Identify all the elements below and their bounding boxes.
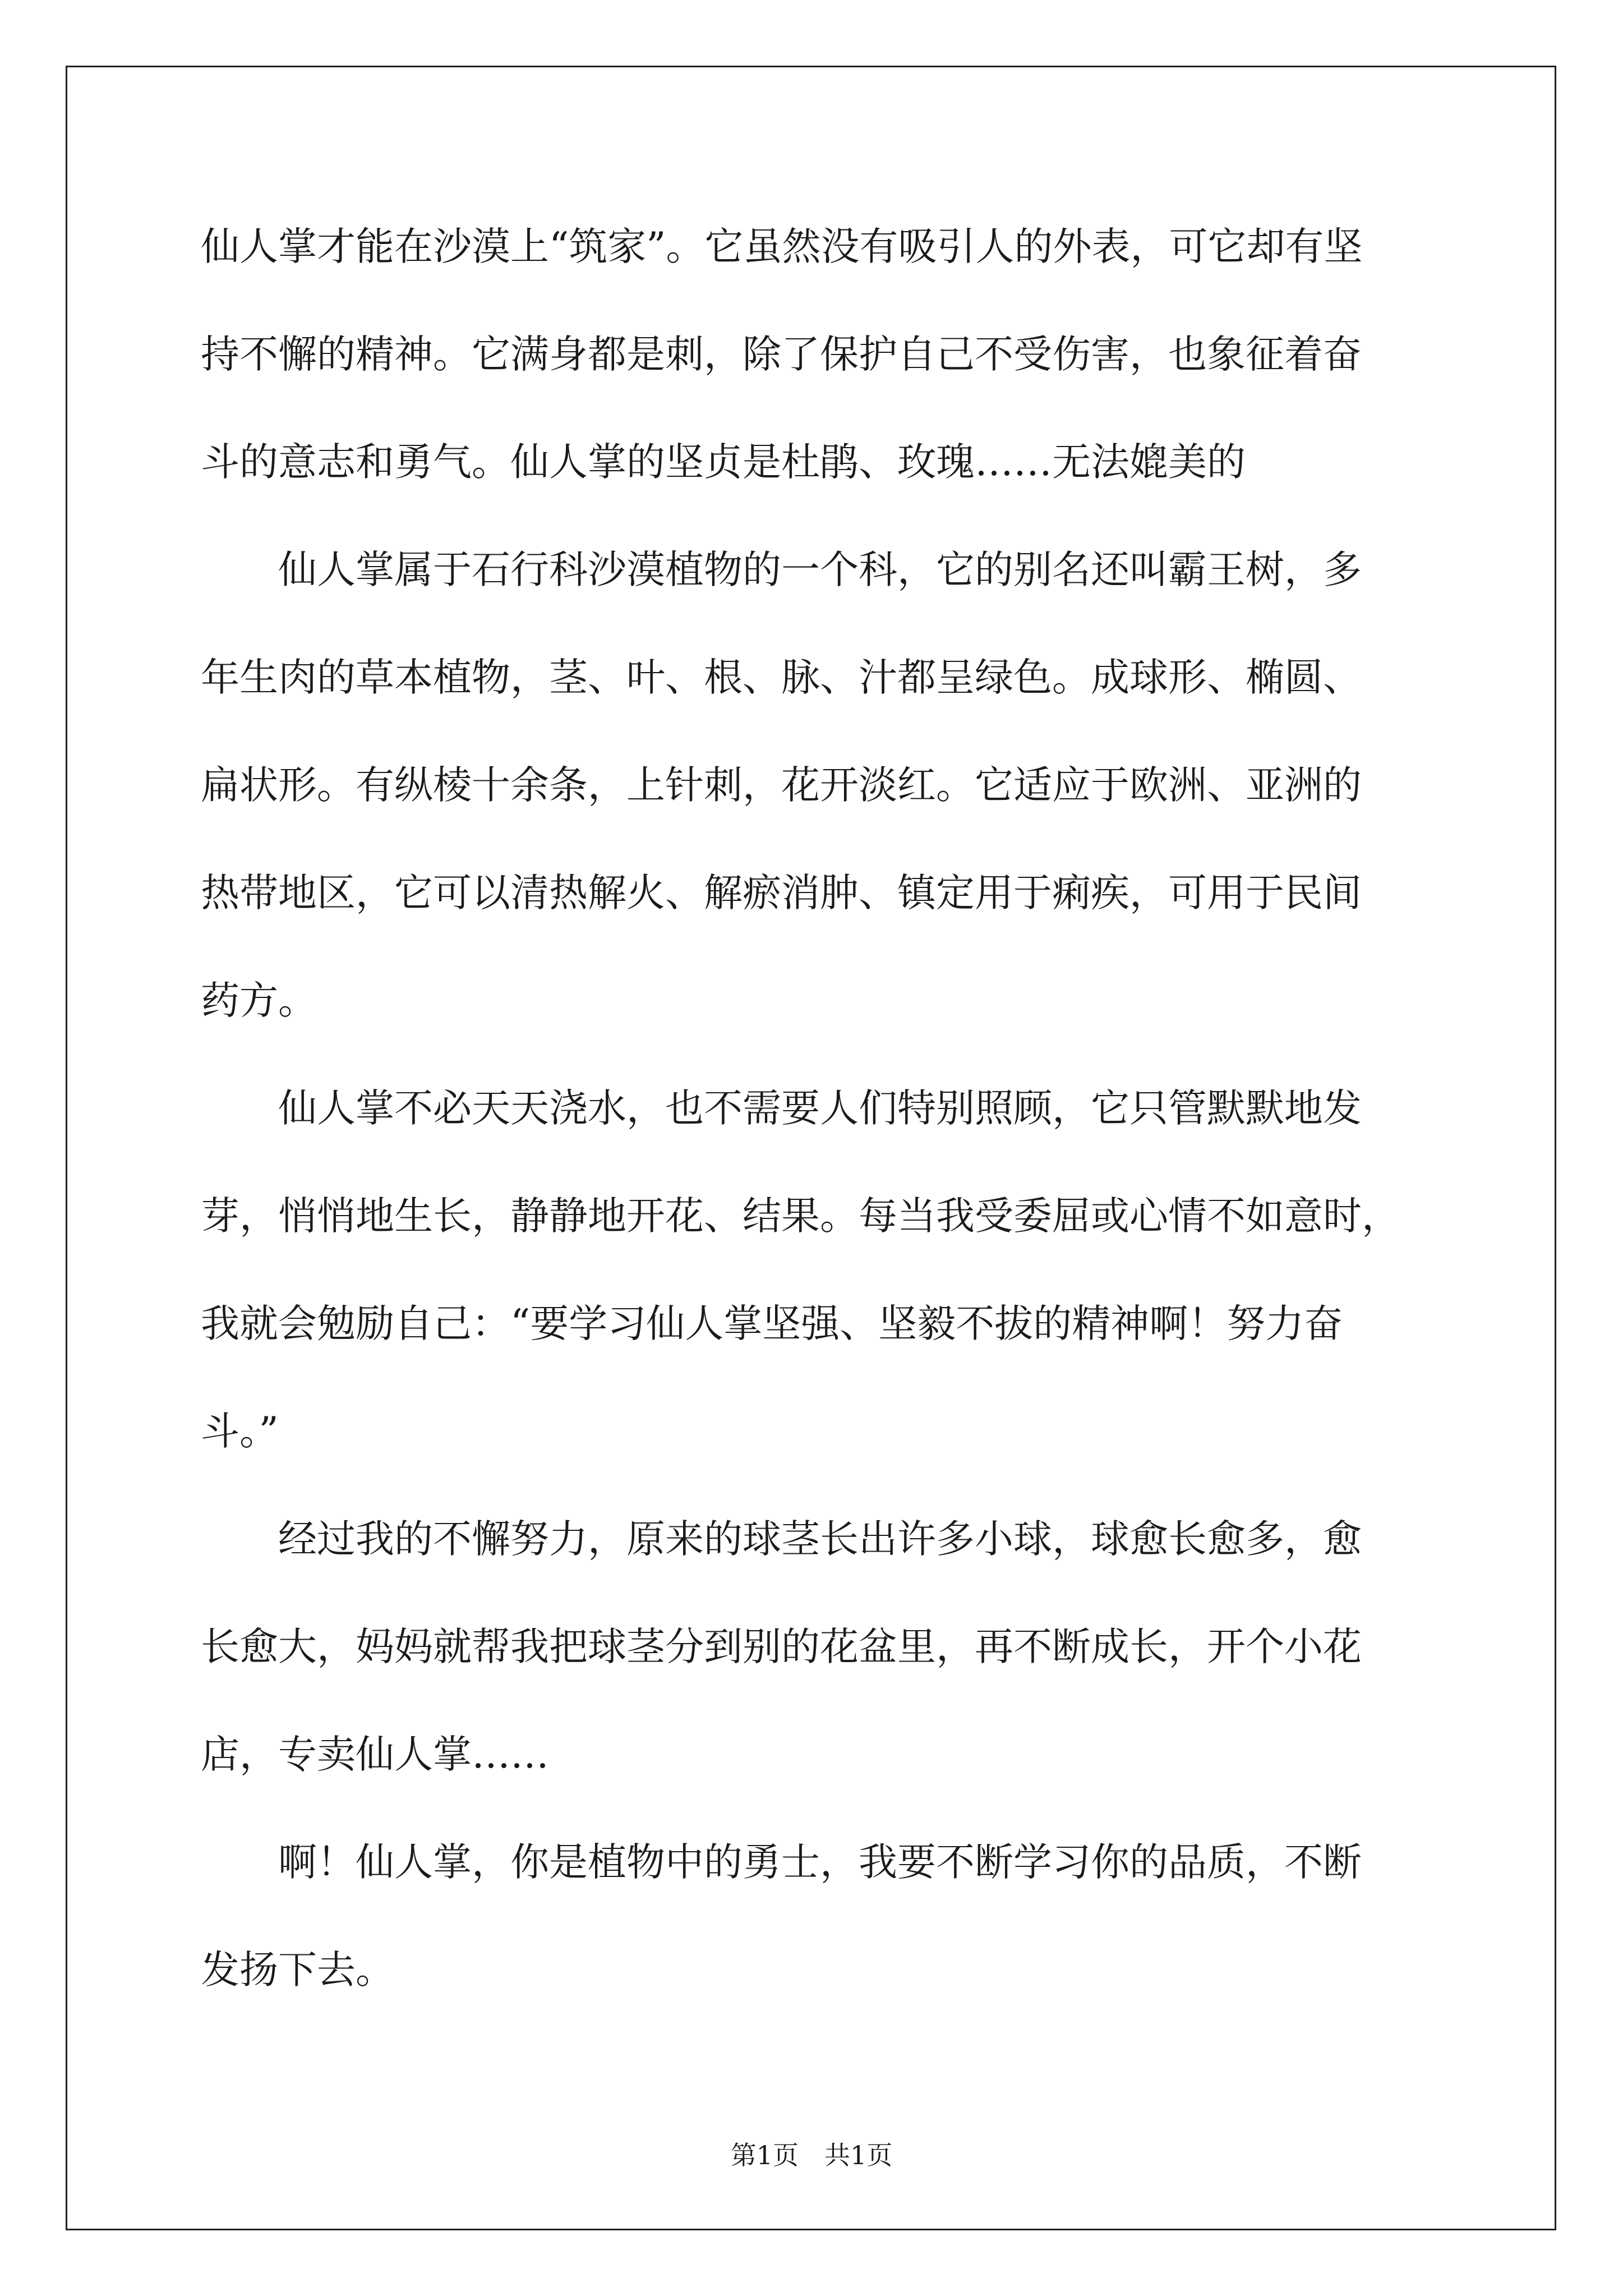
text-line: 长愈大，妈妈就帮我把球茎分到别的花盆里，再不断成长，开个小花 — [201, 1625, 1362, 1669]
text-line: 芽，悄悄地生长，静静地开花、结果。每当我受委屈或心情不如意时， — [201, 1194, 1400, 1239]
text-line: 扁状形。有纵棱十余条，上针刺，花开淡红。它适应于欧洲、亚洲的 — [201, 763, 1362, 808]
text-line: 啊！仙人掌，你是植物中的勇士，我要不断学习你的品质，不断 — [201, 1840, 1362, 1885]
text-line: 药方。 — [201, 978, 317, 1023]
text-line: 仙人掌不必天天浇水，也不需要人们特别照顾，它只管默默地发 — [201, 1086, 1362, 1131]
text-line: 持不懈的精神。它满身都是刺，除了保护自己不受伤害，也象征着奋 — [201, 332, 1362, 377]
text-line: 斗的意志和勇气。仙人掌的坚贞是杜鹃、玫瑰……无法媲美的 — [201, 440, 1246, 485]
text-line: 我就会勉励自己：“要学习仙人掌坚强、坚毅不拔的精神啊！努力奋 — [201, 1301, 1343, 1346]
text-line: 热带地区，它可以清热解火、解瘀消肿、镇定用于痢疾，可用于民间 — [201, 871, 1362, 915]
text-line: 斗。” — [201, 1409, 279, 1454]
text-line: 仙人掌才能在沙漠上“筑家”。它虽然没有吸引人的外表，可它却有坚 — [201, 224, 1363, 269]
text-line: 经过我的不懈努力，原来的球茎长出许多小球，球愈长愈多，愈 — [201, 1517, 1362, 1562]
text-line: 发扬下去。 — [201, 1948, 394, 1993]
page-number-footer: 第1页 共1页 — [730, 2140, 893, 2170]
text-line: 仙人掌属于石行科沙漠植物的一个科，它的别名还叫霸王树，多 — [201, 547, 1362, 592]
document-body — [201, 213, 1432, 2044]
text-line: 店，专卖仙人掌…… — [201, 1732, 549, 1777]
text-line: 年生肉的草本植物，茎、叶、根、脉、汁都呈绿色。成球形、椭圆、 — [201, 655, 1362, 700]
